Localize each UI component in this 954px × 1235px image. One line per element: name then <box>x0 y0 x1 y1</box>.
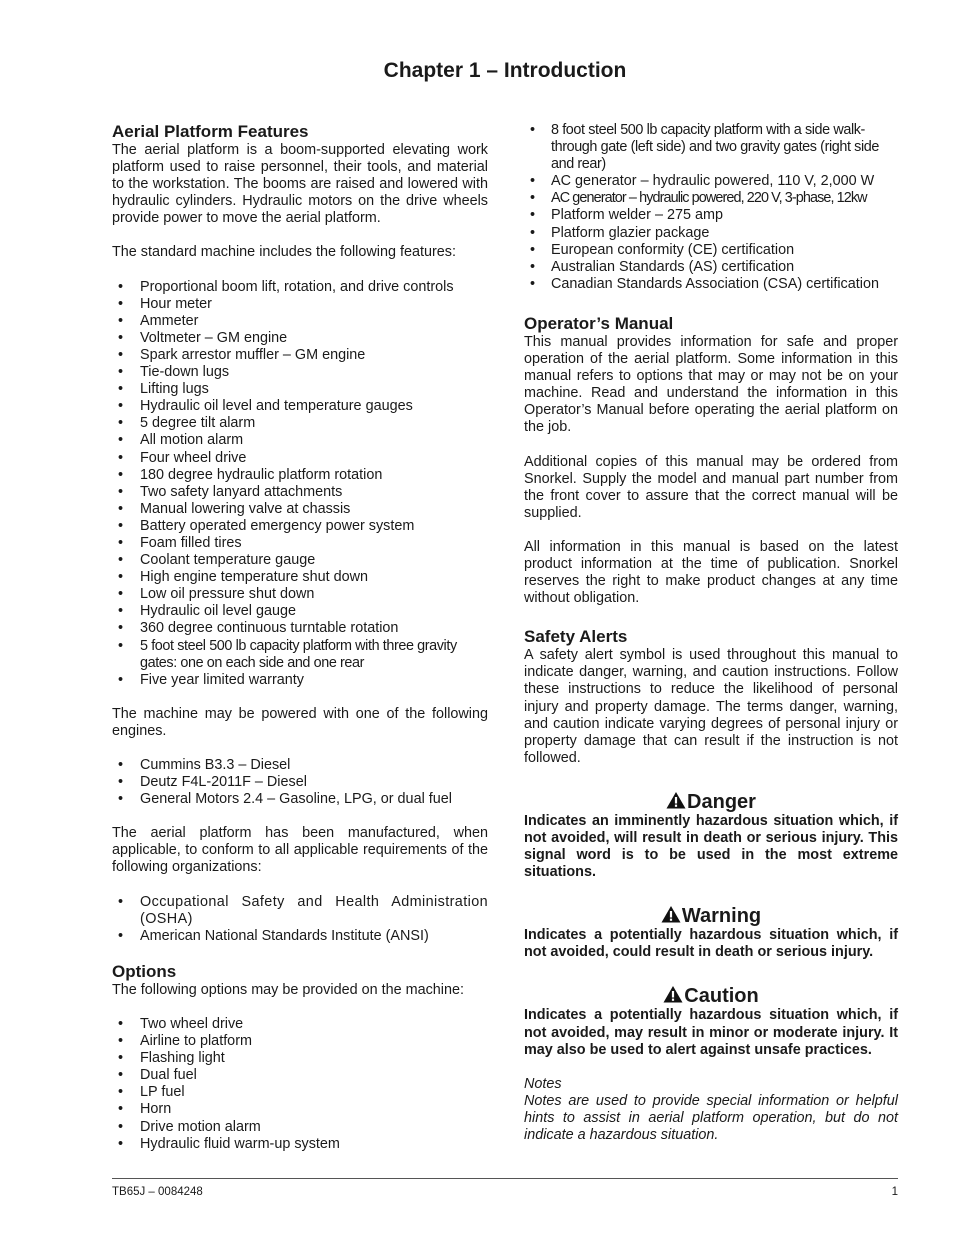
list-item: • AC generator – hydraulic powered, 110 V, 2,000 W <box>524 173 898 190</box>
list-item: • American National Standards Institute (ANSI) <box>112 928 488 945</box>
list-item: • Tie-down lugs <box>112 364 488 381</box>
list-item: • Flashing light <box>112 1050 488 1067</box>
list-item: • Cummins B3.3 – Diesel <box>112 757 488 774</box>
options-intro: The following options may be provided on the machine: <box>112 981 464 998</box>
caution-title: Caution <box>684 985 759 1008</box>
engines-list <box>112 757 488 808</box>
notes-title: Notes <box>524 1075 562 1092</box>
standard-intro: The standard machine includes the following features: <box>112 244 456 261</box>
list-item: • Lifting lugs <box>112 381 488 398</box>
manual-paragraph: Additional copies of this manual may be ordered from Snorkel. Supply the model and manual part number from the front cover to assure that the correct manual will be supplied. <box>524 453 898 521</box>
list-item: • Horn <box>112 1101 488 1118</box>
list-item: • Low oil pressure shut down <box>112 586 488 603</box>
organizations-list <box>112 894 488 945</box>
list-item: • European conformity (CE) certification <box>524 242 898 259</box>
list-item: • LP fuel <box>112 1084 488 1101</box>
list-item: • Platform welder – 275 amp <box>524 207 898 224</box>
list-item: • Battery operated emergency power system <box>112 518 488 535</box>
list-item: • Coolant temperature gauge <box>112 552 488 569</box>
danger-text: Indicates an imminently hazardous situation which, if not avoided, will result in death or serious injury. This signal word is to be used in the most extreme situations. <box>524 812 898 881</box>
list-item: • Hydraulic oil level and temperature gauges <box>112 398 488 415</box>
list-item: • Airline to platform <box>112 1033 488 1050</box>
manual-paragraph: All information in this manual is based on the latest product information at the time of publication. Snorkel reserves the right to make product changes at any time without obligation. <box>524 538 898 607</box>
list-item: • Drive motion alarm <box>112 1119 488 1136</box>
caution-text: Indicates a potentially hazardous situation which, if not avoided, may result in minor or moderate injury. It may also be used to alert against unsafe practices. <box>524 1007 898 1058</box>
options-list-continued <box>524 122 898 293</box>
footer-rule <box>112 1178 898 1179</box>
warning-triangle-icon <box>661 905 681 923</box>
list-item: • Ammeter <box>112 313 488 330</box>
standard-features-list <box>112 279 488 689</box>
safety-heading: Safety Alerts <box>524 627 628 647</box>
list-item: • High engine temperature shut down <box>112 569 488 586</box>
list-item: • 5 degree tilt alarm <box>112 415 488 432</box>
list-item: • Five year limited warranty <box>112 672 488 689</box>
list-item: • Four wheel drive <box>112 450 488 467</box>
list-item: • Voltmeter – GM engine <box>112 330 488 347</box>
notes-text: Notes are used to provide special information or helpful hints to assist in aerial platform operation, but do not indicate a hazardous situation. <box>524 1092 898 1144</box>
list-item: • Spark arrestor muffler – GM engine <box>112 347 488 364</box>
features-heading: Aerial Platform Features <box>112 122 309 141</box>
list-item: • Proportional boom lift, rotation, and drive controls <box>112 279 488 296</box>
manual-heading: Operator’s Manual <box>524 313 674 333</box>
list-item: • Hydraulic fluid warm-up system <box>112 1136 488 1153</box>
warning-triangle-icon <box>666 791 686 809</box>
list-item: • Australian Standards (AS) certification <box>524 259 898 276</box>
list-item: • Hydraulic oil level gauge <box>112 603 488 620</box>
warning-title: Warning <box>681 905 762 928</box>
manual-paragraph: This manual provides information for safe and proper operation of the aerial platform. Some information in this manual refers to options that may or may not be on your machine. Read and understand the information in this Operator’s Manual before operating the aerial platform on the job. <box>524 333 898 436</box>
safety-paragraph: A safety alert symbol is used throughout this manual to indicate danger, warning, and caution instructions. Follow these instructions to reduce the likelihood of personal injury and property damage. The terms danger, warning, and caution indicate varying degrees of personal injury or property damage that can result if the instruction is not followed. <box>524 647 898 766</box>
list-item: • 180 degree hydraulic platform rotation <box>112 467 488 484</box>
list-item: • Occupational Safety and Health Administration (OSHA) <box>112 894 488 928</box>
conform-intro: The aerial platform has been manufactured, when applicable, to conform to all applicable requirements of the following organizations: <box>112 825 488 876</box>
list-item: • 360 degree continuous turntable rotation <box>112 620 488 637</box>
page-number: 1 <box>891 1186 898 1198</box>
list-item: • Dual fuel <box>112 1067 488 1084</box>
list-item: • 8 foot steel 500 lb capacity platform with a side walk-through gate (left side) and two gravity gates (right side and rear) <box>524 122 898 173</box>
list-item: • Two safety lanyard attachments <box>112 484 488 501</box>
footer-doc-id: TB65J – 0084248 <box>112 1186 203 1198</box>
list-item: • Hour meter <box>112 296 488 313</box>
caution-heading <box>524 985 898 1007</box>
list-item: • Deutz F4L-2011F – Diesel <box>112 774 488 791</box>
list-item: • General Motors 2.4 – Gasoline, LPG, or dual fuel <box>112 791 488 808</box>
options-heading: Options <box>112 961 177 981</box>
page-title: Chapter 1 – Introduction <box>383 59 627 82</box>
list-item: • Canadian Standards Association (CSA) certification <box>524 276 898 293</box>
engines-intro: The machine may be powered with one of the following engines. <box>112 705 488 739</box>
options-list <box>112 1016 488 1153</box>
warning-triangle-icon <box>663 985 683 1003</box>
danger-title: Danger <box>687 790 756 813</box>
warning-heading <box>524 905 898 927</box>
list-item: • Foam filled tires <box>112 535 488 552</box>
list-item: • Two wheel drive <box>112 1016 488 1033</box>
list-item: • AC generator – hydraulic powered, 220 V, 3-phase, 12kw <box>524 190 898 207</box>
warning-text: Indicates a potentially hazardous situation which, if not avoided, could result in death or serious injury. <box>524 927 898 961</box>
left-column <box>112 122 488 1170</box>
list-item: • Manual lowering valve at chassis <box>112 501 488 518</box>
list-item: • 5 foot steel 500 lb capacity platform with three gravity gates: one on each side and one rear <box>112 638 488 672</box>
right-column <box>524 122 898 1144</box>
danger-heading <box>524 791 898 813</box>
features-intro: The aerial platform is a boom-supported elevating work platform used to raise personnel, their tools, and material to the workstation. The booms are raised and lowered with hydraulic cylinders. Hydraulic motors on the drive wheels provide power to move the aerial platform. <box>112 142 488 227</box>
list-item: • All motion alarm <box>112 432 488 449</box>
list-item: • Platform glazier package <box>524 225 898 242</box>
